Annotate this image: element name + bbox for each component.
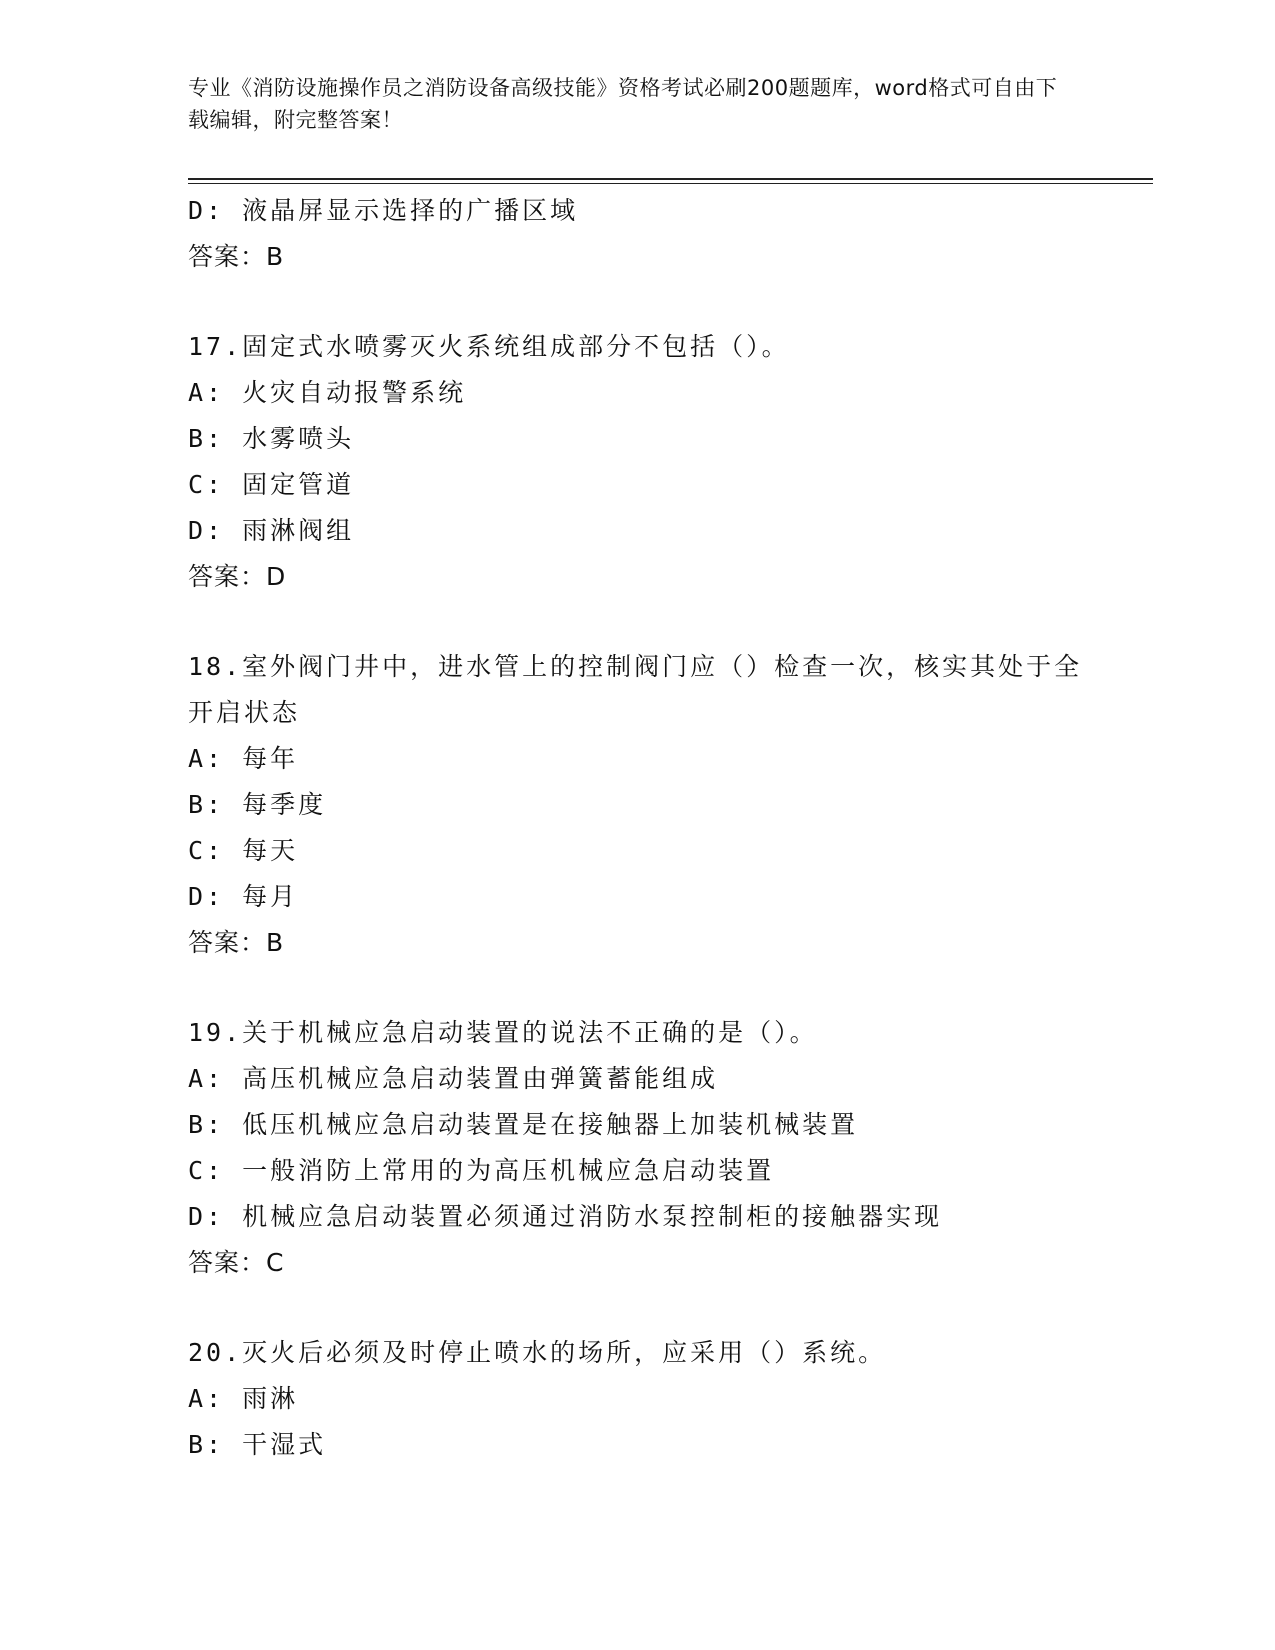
header-divider-thin xyxy=(188,183,1153,184)
question-stem: 19.关于机械应急启动装置的说法不正确的是（）。 xyxy=(188,1018,818,1047)
option-c: C: 固定管道 xyxy=(188,470,355,499)
question-stem: 20.灭火后必须及时停止喷水的场所，应采用（）系统。 xyxy=(188,1338,887,1367)
page-header: 专业《消防设施操作员之消防设备高级技能》资格考试必刷200题题库，word格式可自由下载编辑，附完整答案！ xyxy=(188,76,1058,132)
question-stem: 17.固定式水喷雾灭火系统组成部分不包括（）。 xyxy=(188,332,790,361)
question-19 xyxy=(188,1010,1108,1286)
header-divider-thick xyxy=(188,178,1153,180)
option-b: B: 低压机械应急启动装置是在接触器上加装机械装置 xyxy=(188,1110,859,1139)
option-a: A: 火灾自动报警系统 xyxy=(188,378,467,407)
option-a: A: 每年 xyxy=(188,744,299,773)
question-17 xyxy=(188,324,1108,600)
q16-option-d: D: 液晶屏显示选择的广播区域 xyxy=(188,196,579,225)
option-c: C: 每天 xyxy=(188,836,299,865)
answer: 答案：B xyxy=(188,928,285,957)
option-a: A: 高压机械应急启动装置由弹簧蓄能组成 xyxy=(188,1064,719,1093)
answer: 答案：C xyxy=(188,1248,285,1277)
answer: 答案：D xyxy=(188,562,287,591)
option-a: A: 雨淋 xyxy=(188,1384,299,1413)
question-20 xyxy=(188,1330,1108,1468)
option-d: D: 雨淋阀组 xyxy=(188,516,355,545)
option-c: C: 一般消防上常用的为高压机械应急启动装置 xyxy=(188,1156,775,1185)
option-b: B: 干湿式 xyxy=(188,1430,327,1459)
option-b: B: 水雾喷头 xyxy=(188,424,355,453)
question-stem: 18.室外阀门井中，进水管上的控制阀门应（）检查一次，核实其处于全开启状态 xyxy=(188,652,1083,727)
question-list xyxy=(188,188,1108,1468)
option-b: B: 每季度 xyxy=(188,790,327,819)
question-18 xyxy=(188,644,1108,966)
q16-answer: 答案：B xyxy=(188,242,285,271)
option-d: D: 机械应急启动装置必须通过消防水泵控制柜的接触器实现 xyxy=(188,1202,943,1231)
option-d: D: 每月 xyxy=(188,882,299,911)
